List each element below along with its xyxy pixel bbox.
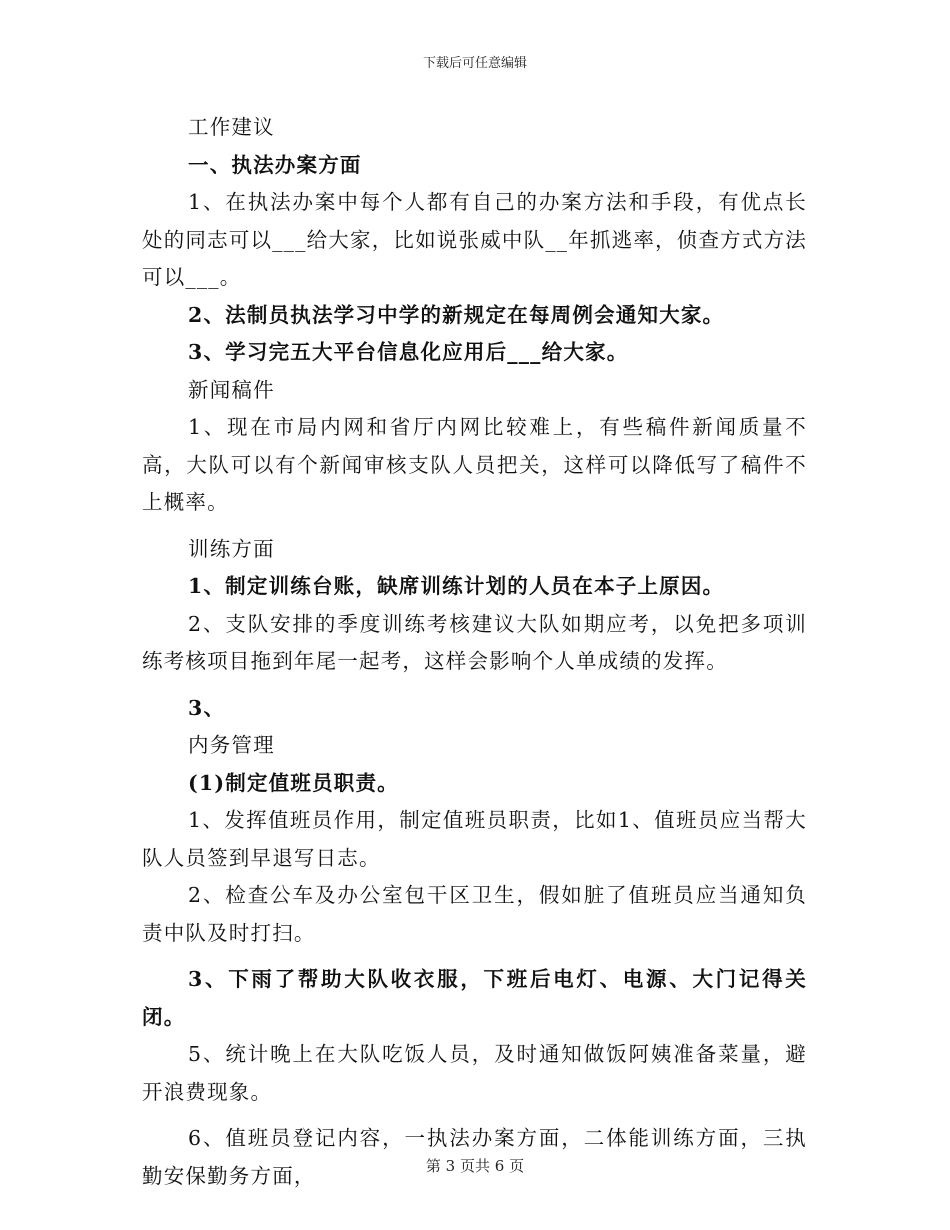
paragraph-duty-1: 1、发挥值班员作用，制定值班员职责，比如1、值班员应当帮大队人员签到早退写日志。 xyxy=(142,808,807,870)
paragraph-training-1: 1、制定训练台账，缺席训练计划的人员在本子上原因。 xyxy=(188,574,725,598)
paragraph-law-enforcement-2: 2、法制员执法学习中学的新规定在每周例会通知大家。 xyxy=(188,302,725,327)
heading-news-manuscripts: 新闻稿件 xyxy=(188,377,275,402)
paragraph-law-enforcement-1: 1、在执法办案中每个人都有自己的办案方法和手段，有优点长处的同志可以___给大家，比如说张威中队__年抓逃率，侦查方式方法可以___。 xyxy=(142,190,807,289)
paragraph-training-3: 3、 xyxy=(188,695,226,720)
heading-duty-officer-responsibilities: (1)制定值班员职责。 xyxy=(188,770,399,795)
paragraph-duty-2: 2、检查公车及办公室包干区卫生，假如脏了值班员应当通知负责中队及时打扫。 xyxy=(142,883,807,945)
document-body xyxy=(142,109,807,1195)
paragraph-duty-3: 3、下雨了帮助大队收衣服，下班后电灯、电源、大门记得关闭。 xyxy=(142,967,807,1029)
page-header: 下载后可任意编辑 xyxy=(422,56,527,71)
paragraph-training-2: 2、支队安排的季度训练考核建议大队如期应考，以免把多项训练考核项目拖到年尾一起考，这样会影响个人单成绩的发挥。 xyxy=(142,611,807,673)
paragraph-duty-5: 5、统计晚上在大队吃饭人员，及时通知做饭阿姨准备菜量，避开浪费现象。 xyxy=(142,1042,807,1104)
paragraph-work-suggestions-title: 工作建议 xyxy=(188,115,275,139)
page-footer: 第 3 页共 6 页 xyxy=(425,1157,525,1175)
paragraph-news-1: 1、现在市局内网和省厅内网比较难上，有些稿件新闻质量不高，大队可以有个新闻审核支队人员把关，这样可以降低写了稿件不上概率。 xyxy=(142,415,807,514)
heading-law-enforcement: 一、执法办案方面 xyxy=(188,152,362,177)
heading-training: 训练方面 xyxy=(188,536,275,561)
paragraph-law-enforcement-3: 3、学习完五大平台信息化应用后___给大家。 xyxy=(188,340,629,364)
paragraph-duty-6: 6、值班员登记内容，一执法办案方面，二体能训练方面，三执勤安保勤务方面， xyxy=(142,1126,807,1188)
heading-internal-affairs: 内务管理 xyxy=(188,733,275,757)
